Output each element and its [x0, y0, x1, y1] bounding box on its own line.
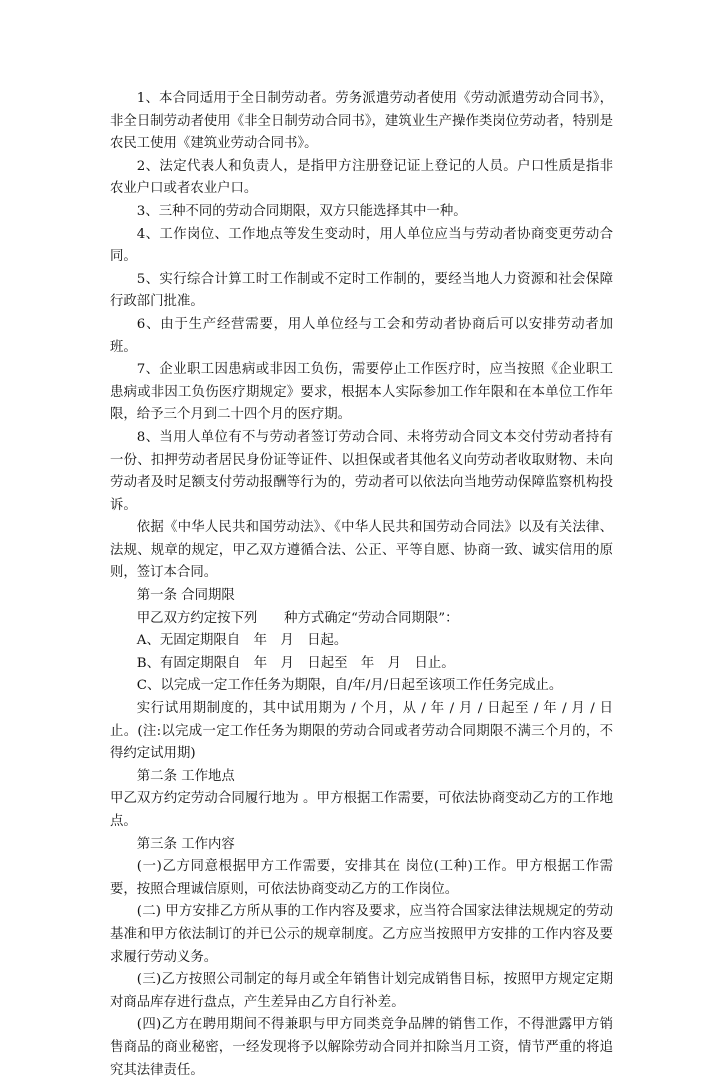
paragraph-probation: 实行试用期制度的，其中试用期为 / 个月，从 / 年 / 月 / 日起至 / 年 / 月 / 日止。(注:以完成一定工作任务为期限的劳动合同或者劳动合同期限不满三个月的，不得约定试用期): [110, 701, 613, 762]
paragraph-work-content-1: (一)乙方同意根据甲方工作需要，安排其在 岗位(工种)工作。甲方根据工作需要，按照合理诚信原则，可依法协商变动乙方的工作岗位。: [110, 859, 613, 897]
paragraph-work-location: 甲乙双方约定劳动合同履行地为 。甲方根据工作需要，可依法协商变动乙方的工作地点。: [110, 791, 613, 829]
paragraph-note-3: 3、三种不同的劳动合同期限，双方只能选择其中一种。: [136, 203, 467, 219]
paragraph-work-content-2: (二) 甲方安排乙方所从事的工作内容及要求，应当符合国家法律法规规定的劳动基准和甲方依法制订的并已公示的规章制度。乙方应当按照甲方安排的工作内容及要求履行劳动义务。: [110, 904, 613, 965]
paragraph-note-4: 4、工作岗位、工作地点等发生变动时，用人单位应当与劳动者协商变更劳动合同。: [110, 226, 613, 265]
paragraph-note-7: 7、企业职工因患病或非因工负伤，需要停止工作医疗时，应当按照《企业职工患病或非因工负伤医疗期规定》要求，根据本人实际参加工作年限和在本单位工作年限，给予三个月到二十四个月的医疗期。: [110, 362, 613, 423]
paragraph-work-content-3: (三)乙方按照公司制定的每月或全年销售计划完成销售目标，按照甲方规定定期对商品库存进行盘点，产生差异由乙方自行补差。: [110, 972, 613, 1010]
paragraph-term-option-b: B、有固定期限自 年 月 日起至 年 月 日止。: [136, 655, 455, 671]
paragraph-note-5: 5、实行综合计算工时工作制或不定时工作制的，要经当地人力资源和社会保障行政部门批准。: [110, 271, 613, 310]
paragraph-note-2: 2、法定代表人和负责人，是指甲方注册登记证上登记的人员。户口性质是指非农业户口或者农业户口。: [110, 158, 613, 197]
paragraph-note-8: 8、当用人单位有不与劳动者签订劳动合同、未将劳动合同文本交付劳动者持有一份、扣押劳动者居民身份证等证件、以担保或者其他名义向劳动者收取财物、未向劳动者及时足额支付劳动报酬等行为的，劳动者可以依法向当地劳动保障监察机构投诉。: [110, 429, 613, 513]
paragraph-work-content-4: (四)乙方在聘用期间不得兼职与甲方同类竞争品牌的销售工作，不得泄露甲方销售商品的商业秘密，一经发现将予以解除劳动合同并扣除当月工资，情节严重的将追究其法律责任。: [110, 1017, 613, 1078]
paragraph-preamble: 依据《中华人民共和国劳动法》、《中华人民共和国劳动合同法》以及有关法律、法规、规章的规定，甲乙双方遵循合法、公正、平等自愿、协商一致、诚实信用的原则，签订本合同。: [110, 520, 613, 581]
paragraph-term-option-a: A、无固定期限自 年 月 日起。: [136, 633, 348, 649]
article-3-heading: 第三条 工作内容: [136, 836, 235, 852]
paragraph-term-option-c: C、以完成一定工作任务为期限，自/年/月/日起至该项工作任务完成止。: [136, 678, 563, 694]
document-page: [110, 88, 613, 1082]
paragraph-note-1: 1、本合同适用于全日制劳动者。劳务派遣劳动者使用《劳动派遣劳动合同书》，非全日制劳动者使用《非全日制劳动合同书》，建筑业生产操作类岗位劳动者，特别是农民工使用《建筑业劳动合同书》。: [110, 91, 613, 152]
paragraph-term-method: 甲乙双方约定按下列 种方式确定“劳动合同期限”：: [136, 610, 459, 626]
article-1-heading: 第一条 合同期限: [136, 588, 235, 604]
article-2-heading: 第二条 工作地点: [136, 768, 235, 784]
paragraph-note-6: 6、由于生产经营需要，用人单位经与工会和劳动者协商后可以安排劳动者加班。: [110, 316, 613, 355]
